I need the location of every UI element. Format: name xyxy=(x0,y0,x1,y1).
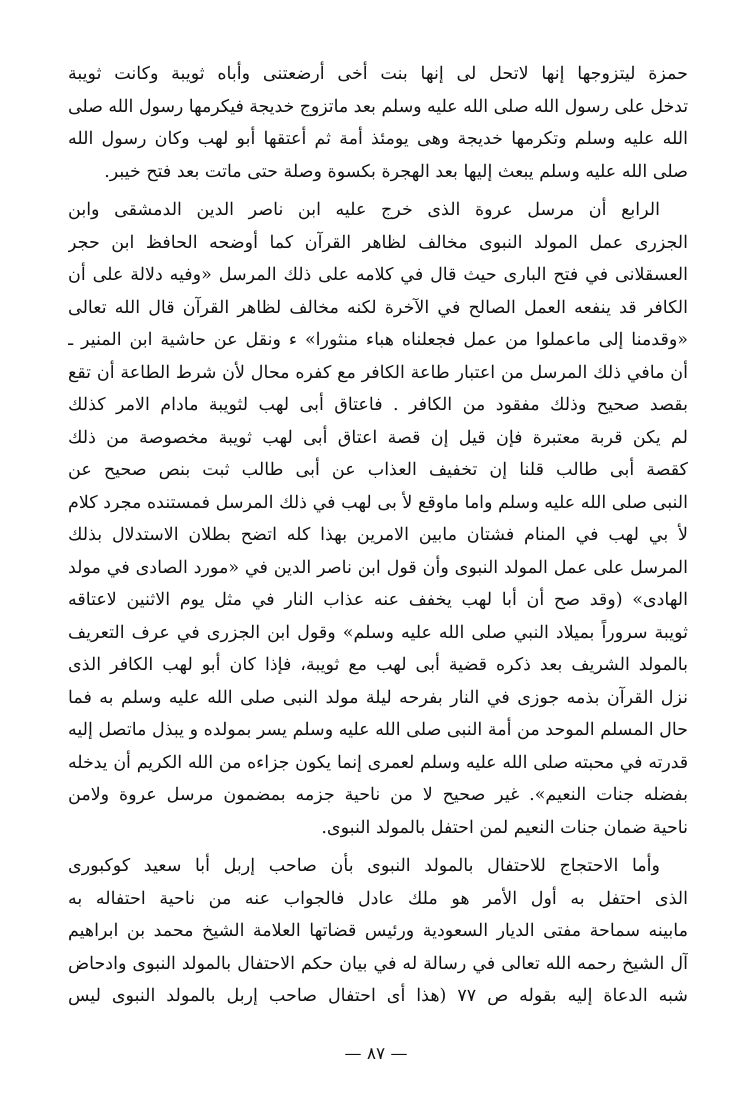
text-line: الرابع أن مرسل عروة الذى خرج عليه ابن ناصر الدين الدمشقى وابن xyxy=(68,200,660,220)
text-line: ناحية ضمان جنات النعيم لمن احتفل بالمولد النبوى. xyxy=(321,817,688,838)
text-line: قدرته في محبته صلى الله عليه وسلم لعمرى إنما يكون جزاءه من الله الكريم أن يدخله xyxy=(68,752,688,773)
paragraph-2 xyxy=(68,194,688,844)
text-line: الله عليه وسلم وتكرمها خديجة وهى يومئذ أمة ثم أعتقها أبو لهب وكان رسول الله xyxy=(68,129,688,149)
text-line: تدخل على رسول الله صلى الله عليه وسلم بعد ماتزوج خديجة فيكرمها رسول الله صلى xyxy=(68,96,688,117)
text-line: آل الشيخ رحمه الله تعالى في رسالة له في بيان حكم الاحتفال بالمولد النبوى وادحاض xyxy=(68,953,688,974)
text-line: النبى صلى الله عليه وسلم واما ماوقع لأ بى لهب في ذلك المرسل فمستنده مجرد كلام xyxy=(68,492,688,513)
text-line: صلى الله عليه وسلم يبعث إليها بعد الهجرة بكسوة وصلة حتى ماتت بعد فتح خيبر. xyxy=(104,161,688,182)
text-line: الكافر قد ينفعه العمل الصالح في الآخرة لكنه مخالف لظاهر القرآن قال الله تعالى xyxy=(68,297,688,318)
paragraph-1 xyxy=(68,58,688,188)
page-number: — ٨٧ — xyxy=(344,1044,408,1064)
text-line: العسقلانى في فتح البارى حيث قال في كلامه على ذلك المرسل «وفيه دلالة على أن xyxy=(68,265,688,285)
page-body xyxy=(68,58,688,1048)
text-line: كقصة أبى طالب قلنا إن تخفيف العذاب عن أبى طالب ثبت بنص صحيح عن xyxy=(68,460,688,480)
text-line: الهادى» (وقد صح أن أبا لهب يخفف عنه عذاب النار في مثل يوم الاثنين لاعتاقه xyxy=(68,590,688,610)
text-line: الذى احتفل به أول الأمر هو ملك عادل فالجواب عنه من ناحية احتفاله به xyxy=(68,888,688,909)
text-line: حال المسلم الموحد من أمة النبى صلى الله عليه وسلم يسر بمولده و يبذل ماتصل إليه xyxy=(68,720,688,740)
paragraph-3 xyxy=(68,850,688,1013)
text-line: المرسل على عمل المولد النبوى وأن قول ابن ناصر الدين في «مورد الصادى في مولد xyxy=(68,557,688,578)
text-line: بقصد صحيح وذلك مفقود من الكافر . فاعتاق أبى لهب لثويبة مادام الامر كذلك xyxy=(68,395,688,415)
text-line: لأ بي لهب في المنام فشتان مابين الامرين بهذا كله اتضح بطلان الاستدلال بذلك xyxy=(68,525,688,545)
text-line: بفضله جنات النعيم». غير صحيح لا من ناحية جزمه بمضمون مرسل عروة ولامن xyxy=(68,785,688,805)
text-line: بالمولد الشريف بعد ذكره قضية أبى لهب مع ثويبة، فإذا كان أبو لهب الكافر الذى xyxy=(68,655,688,675)
text-line: وأما الاحتجاج للاحتفال بالمولد النبوى بأن صاحب إربل أبا سعيد كوكبورى xyxy=(68,856,660,876)
text-line: مابينه سماحة مفتى الديار السعودية ورئيس قضاتها العلامة الشيخ محمد بن ابراهيم xyxy=(68,921,688,941)
text-line: «وقدمنا إلى ماعملوا من عمل فجعلناه هباء منثورا» ء ونقل عن حاشية ابن المنير ـ xyxy=(68,330,688,350)
text-line: ثويبة سروراً بميلاد النبي صلى الله عليه وسلم» وقول ابن الجزرى في عرف التعريف xyxy=(68,622,688,643)
text-line: نزل القرآن بذمه جوزى في النار بفرحه ليلة مولد النبى صلى الله عليه وسلم به فما xyxy=(68,687,688,708)
text-line: الجزرى عمل المولد النبوى مخالف لظاهر القرآن كما أوضحه الحافظ ابن حجر xyxy=(68,232,688,253)
text-line: شبه الدعاة إليه بقوله ص ٧٧ (هذا أى احتفال صاحب إربل بالمولد النبوى ليس xyxy=(68,986,688,1006)
text-line: لم يكن قربة معتبرة فإن قيل إن قصة اعتاق أبى لهب ثويبة مخصوصة من ذلك xyxy=(68,427,688,448)
text-line: أن مافي ذلك المرسل من اعتبار طاعة الكافر مع كفره محال لأن شرط الطاعة أن تقع xyxy=(68,362,688,383)
text-line: حمزة ليتزوجها إنها لاتحل لى إنها بنت أخى أرضعتنى وأباه ثويبة وكانت ثويبة xyxy=(68,64,688,84)
